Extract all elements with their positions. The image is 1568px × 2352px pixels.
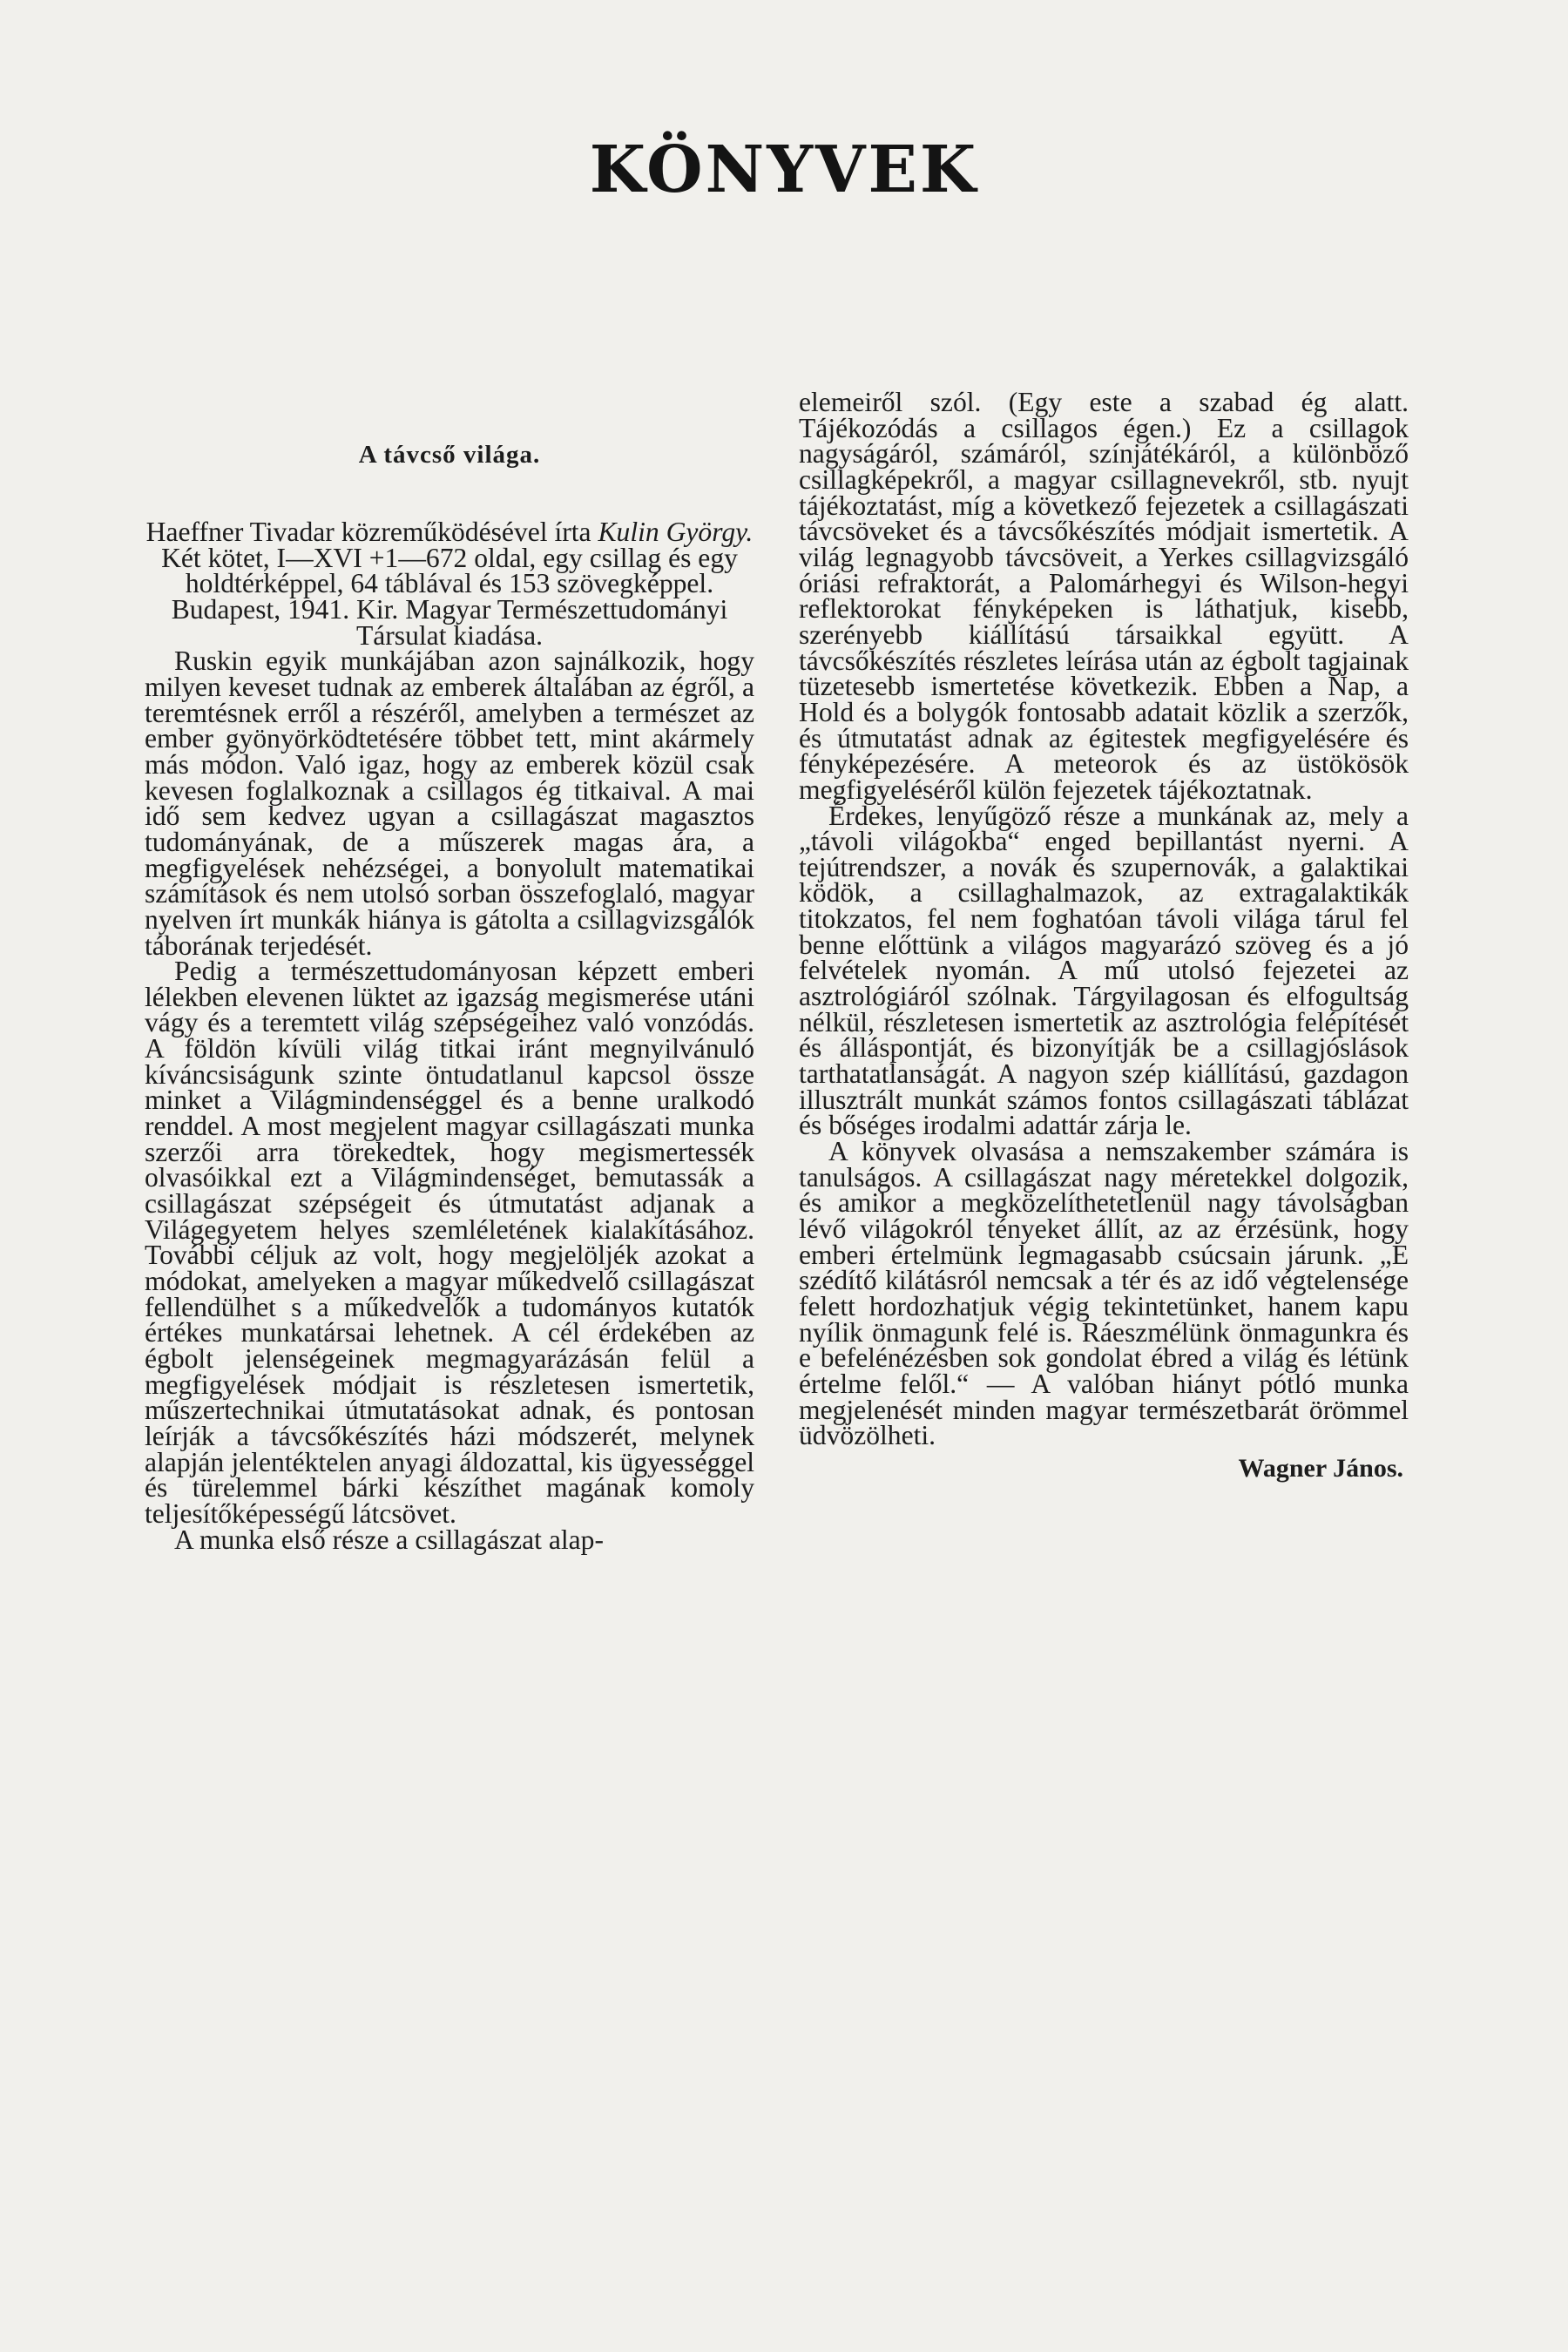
- review-title: A távcső világa.: [358, 441, 541, 469]
- body-paragraph: Ruskin egyik munkájában azon sajnálkozik, hogy milyen keveset tudnak az emberek általában az égről, a teremtésnek erről a részéről, amelyben a természet az ember gyönyörködtetésére többet tett, mint akármely más módon. Való igaz, hogy az emberek közül csak kevesen foglalkoznak a csillagos ég titkaival. A mai idő sem kedvez ugyan a csillagászat magasztos tudományának, de a műszerek magas ára, a megfigyelések nehézségei, a bonyolult matematikai számítások és nem utolsó sorban összefoglaló, magyar nyelven írt munkák hiánya is gátolta a csillagvizsgálók táborának terjedését.: [145, 645, 754, 961]
- body-paragraph: A könyvek olvasása a nemszakember számára is tanulságos. A csillagászat nagy méretekkel dolgozik, és amikor a megközelíthetetlenül nagy távolságban lévő világokról tényeket állít, az az érzésünk, hogy emberi értelmünk legmagasabb csúcsain járunk. „E szédítő kilátásról nemcsak a tér és az idő végtelensége felett hordozhatjuk végig tekintetünket, hanem kapu nyílik önmagunk felé is. Ráeszmélünk önmagunkra és e befelénézésben sok gondolat ébred a világ és létünk értelme felől.“ — A valóban hiányt pótló munka megjelenését minden magyar természetbarát örömmel üdvözölheti.: [799, 1136, 1409, 1451]
- author-signature: Wagner János.: [1238, 1453, 1403, 1483]
- bibliography-details: Két kötet, I—XVI +1—672 oldal, egy csillag és egy holdtérképpel, 64 táblával és 153 szövegképpel. Budapest, 1941. Kir. Magyar Természettudományi Társulat kiadása.: [161, 542, 738, 651]
- section-title: KÖNYVEK: [589, 132, 979, 207]
- left-column: [145, 436, 754, 1555]
- body-paragraph: Érdekes, lenyűgöző része a munkának az, mely a „távoli világokba“ enged bepillantást nyerni. A tejútrendszer, a novák és szupernovák, a galaktikai ködök, a csillaghalmazok, az extragalaktikák titokzatos, fel nem foghatóan távoli világa tárul fel benne előttünk a világos magyarázó szöveg és a jó felvételek nyomán. A mű utolsó fejezetei az asztrológiáról szólnak. Tárgyilagosan és elfogultság nélkül, részletesen ismertetik az asztrológia felépítését és álláspontját, és bizonyítják be a csillagjóslások tarthatatlanságát. A nagyon szép kiállítású, gazdagon illusztrált munkát számos fontos csillagászati táblázat és bőséges irodalmi adattár zárja le.: [799, 800, 1409, 1141]
- bibliography: [145, 517, 754, 651]
- bibliography-prefix: Haeffner Tivadar közreműködésével írta: [145, 517, 591, 547]
- body-paragraph: A munka első része a csillagászat alap-: [174, 1524, 605, 1555]
- body-paragraph: elemeiről szól. (Egy este a szabad ég alatt. Tájékozódás a csillagos égen.) Ez a csillagok nagyságáról, számáról, színjátékáról, a különböző csillagképekről, a magyar csillagnevekről, stb. nyujt tájékoztatást, míg a következő fejezetek a csillagászati távcsöveket és a távcsőkészítés módjait ismertetik. A világ legnagyobb távcsöveit, a Yerkes csillagvizsgáló óriási refraktorát, a Palomárhegyi és Wilson-hegyi reflektorokat fényképeken is láthatjuk, kisebb, szerényebb kiállítású társaikkal együtt. A távcsőkészítés részletes leírása után az égbolt tagjainak tüzetesebb ismertetése következik. Ebben a Nap, a Hold és a bolygók fontosabb adatait közlik a szerzők, és útmutatást adnak az égitestek megfigyelésére és fényképezésére. A meteorok és az üstökösök megfigyeléséről külön fejezetek tájékoztatnak.: [799, 387, 1409, 805]
- bibliography-author: Kulin György.: [598, 517, 754, 547]
- body-paragraph: Pedig a természettudományosan képzett emberi lélekben elevenen lüktet az igazság megismerése utáni vágy és a teremtett világ szépségeihez való vonzódás. A földön kívüli világ titkai iránt megnyilvánuló kíváncsiságunk szinte öntudatlanul kapcsol össze minket a Világmindenséggel és a benne uralkodó renddel. A most megjelent magyar csillagászati munka szerzői arra törekedtek, hogy megismertessék olvasóikkal ezt a Világmindenséget, bemutassák a csillagászat szépségeit és útmutatást adjanak a Világegyetem helyes szemléletének kialakításához. További céljuk az volt, hogy megjelöljék azokat a módokat, amelyeken a magyar műkedvelő csillagászat fellendülhet s a műkedvelők a tudományos kutatók értékes munkatársai lehetnek. A cél érdekében az égbolt jelenségeinek megmagyarázásán felül a megfigyelések módjait is részletesen ismertetik, műszertechnikai útmutatásokat adnak, és pontosan leírják a távcsőkészítés házi módszerét, melynek alapján jelentéktelen anyagi áldozattal, kis ügyességgel és türelemmel bárki készíthet magának komoly teljesítőképességű látcsövet.: [145, 956, 754, 1529]
- right-column: [799, 389, 1409, 1482]
